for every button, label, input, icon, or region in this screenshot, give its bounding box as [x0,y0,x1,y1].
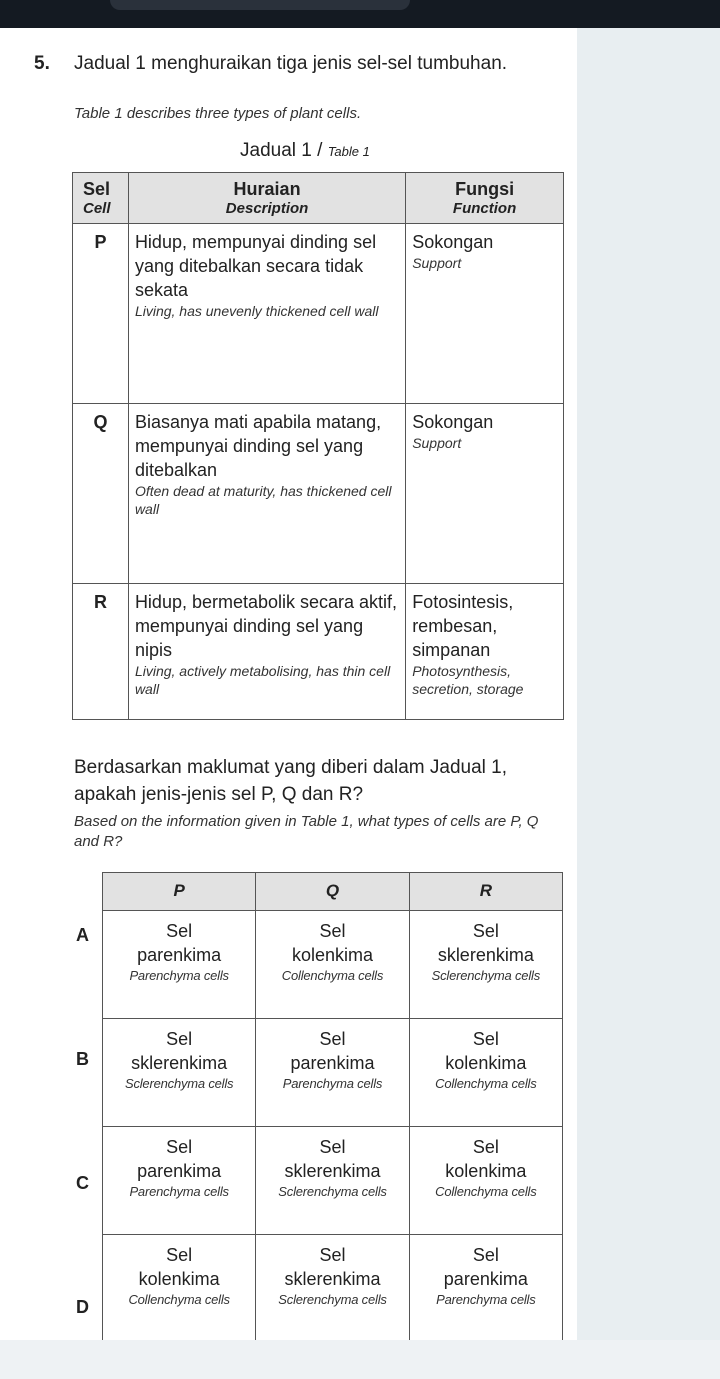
cell-line1: Sel [166,1029,193,1049]
cell-label: Q [73,404,129,584]
header-en: Description [225,200,309,217]
cell-description [128,584,405,720]
question-text-en: Table 1 describes three types of plant cells. [74,105,362,122]
cell-en: Sclerenchyma cells [278,1184,387,1199]
answer-cell [103,911,256,1019]
cell-line1: Sel [166,921,193,941]
cell-line2: parenkima [443,1269,528,1289]
answer-cell [256,911,409,1019]
description-en: Often dead at maturity, has thickened cell wall [134,483,392,517]
table1-header-cell [73,173,129,224]
table1-header-description [128,173,405,224]
function-ms: Sokongan [412,232,494,252]
cell-line2: sklerenkima [437,945,534,965]
description-ms: Hidup, mempunyai dinding sel yang ditebalkan secara tidak sekata [134,232,377,300]
cell-line2: parenkima [137,1161,222,1181]
cell-en: Parenchyma cells [129,968,229,983]
answer-header-q: Q [256,873,409,911]
description-en: Living, actively metabolising, has thin cell wall [134,663,391,697]
answer-option-a-row[interactable] [103,911,563,1019]
answer-cell [409,1019,562,1127]
top-handle [110,0,410,10]
answer-cell [256,1019,409,1127]
table1-caption-en: Table 1 [327,144,370,159]
cell-en: Parenchyma cells [129,1184,229,1199]
table1-row [73,404,564,584]
function-en: Support [412,435,462,451]
cell-function [406,404,564,584]
cell-en: Parenchyma cells [282,1076,383,1091]
table1-row [73,584,564,720]
function-en: Support [412,255,462,271]
question2-text-ms: Berdasarkan maklumat yang diberi dalam Jadual 1, apakah jenis-jenis sel P, Q dan R? [74,757,508,805]
answer-cell [409,1235,562,1343]
cell-line2: sklerenkima [284,1269,381,1289]
top-bar [0,0,720,28]
table1-header-function [406,173,564,224]
answer-header-r: R [409,873,562,911]
cell-description [128,404,405,584]
question-number: 5. [34,53,50,74]
description-en: Living, has unevenly thickened cell wall [134,303,379,319]
header-en: Function [452,200,517,217]
answer-option-c-row[interactable] [103,1127,563,1235]
answer-option-d-row[interactable] [103,1235,563,1343]
cell-line1: Sel [472,921,499,941]
option-letter-a[interactable]: A [76,925,89,945]
question-heading [34,50,558,77]
option-letter-d[interactable]: D [76,1297,89,1317]
cell-en: Collenchyma cells [435,1184,537,1199]
bottom-strip [0,1340,720,1379]
cell-en: Collenchyma cells [435,1076,537,1091]
table1-row [73,224,564,404]
cell-label: P [73,224,129,404]
cell-line1: Sel [319,1245,346,1265]
cell-en: Collenchyma cells [128,1292,230,1307]
description-ms: Hidup, bermetabolik secara aktif, mempunyai dinding sel yang nipis [134,592,398,660]
table1 [72,172,564,720]
question-page [0,28,577,1340]
cell-line2: parenkima [137,945,222,965]
cell-en: Parenchyma cells [436,1292,536,1307]
cell-line1: Sel [472,1245,499,1265]
cell-description [128,224,405,404]
header-ms: Huraian [233,179,301,199]
cell-line1: Sel [472,1029,499,1049]
cell-line2: parenkima [290,1053,375,1073]
cell-line1: Sel [319,1029,346,1049]
answer-cell [256,1235,409,1343]
answer-cell [103,1127,256,1235]
option-letter-c[interactable]: C [76,1173,89,1193]
cell-line2: sklerenkima [284,1161,381,1181]
table1-caption [240,140,370,162]
answer-header-row [103,873,563,911]
cell-line1: Sel [166,1245,193,1265]
cell-en: Sclerenchyma cells [278,1292,387,1307]
description-ms: Biasanya mati apabila matang, mempunyai dinding sel yang ditebalkan [134,412,382,480]
cell-line2: kolenkima [445,1053,527,1073]
answer-cell [256,1127,409,1235]
header-ms: Sel [83,179,111,199]
cell-en: Sclerenchyma cells [431,968,541,983]
cell-function [406,224,564,404]
question2-text-en: Based on the information given in Table 1, what types of cells are P, Q and R? [74,813,539,850]
table1-header-row [73,173,564,224]
cell-line1: Sel [472,1137,499,1157]
cell-line2: kolenkima [445,1161,527,1181]
cell-line1: Sel [319,1137,346,1157]
answer-cell [103,1235,256,1343]
cell-line2: sklerenkima [131,1053,228,1073]
table1-caption-ms: Jadual 1 / [240,140,323,161]
cell-line1: Sel [166,1137,193,1157]
answer-cell [409,1127,562,1235]
cell-en: Collenchyma cells [281,968,384,983]
function-ms: Fotosintesis, rembesan, simpanan [412,592,514,660]
cell-line2: kolenkima [138,1269,220,1289]
answer-option-b-row[interactable] [103,1019,563,1127]
cell-line2: kolenkima [291,945,374,965]
cell-en: Sclerenchyma cells [124,1076,234,1091]
cell-line1: Sel [319,921,346,941]
cell-label: R [73,584,129,720]
option-letter-b[interactable]: B [76,1049,89,1069]
header-ms: Fungsi [455,179,515,199]
function-ms: Sokongan [412,412,494,432]
answer-cell [409,911,562,1019]
answer-header-p: P [103,873,256,911]
question-text-ms: Jadual 1 menghuraikan tiga jenis sel-sel tumbuhan. [74,53,508,74]
cell-function [406,584,564,720]
header-en: Cell [83,200,111,217]
answer-cell [103,1019,256,1127]
function-en: Photosynthesis, secretion, storage [412,663,524,697]
answer-table [102,872,563,1343]
